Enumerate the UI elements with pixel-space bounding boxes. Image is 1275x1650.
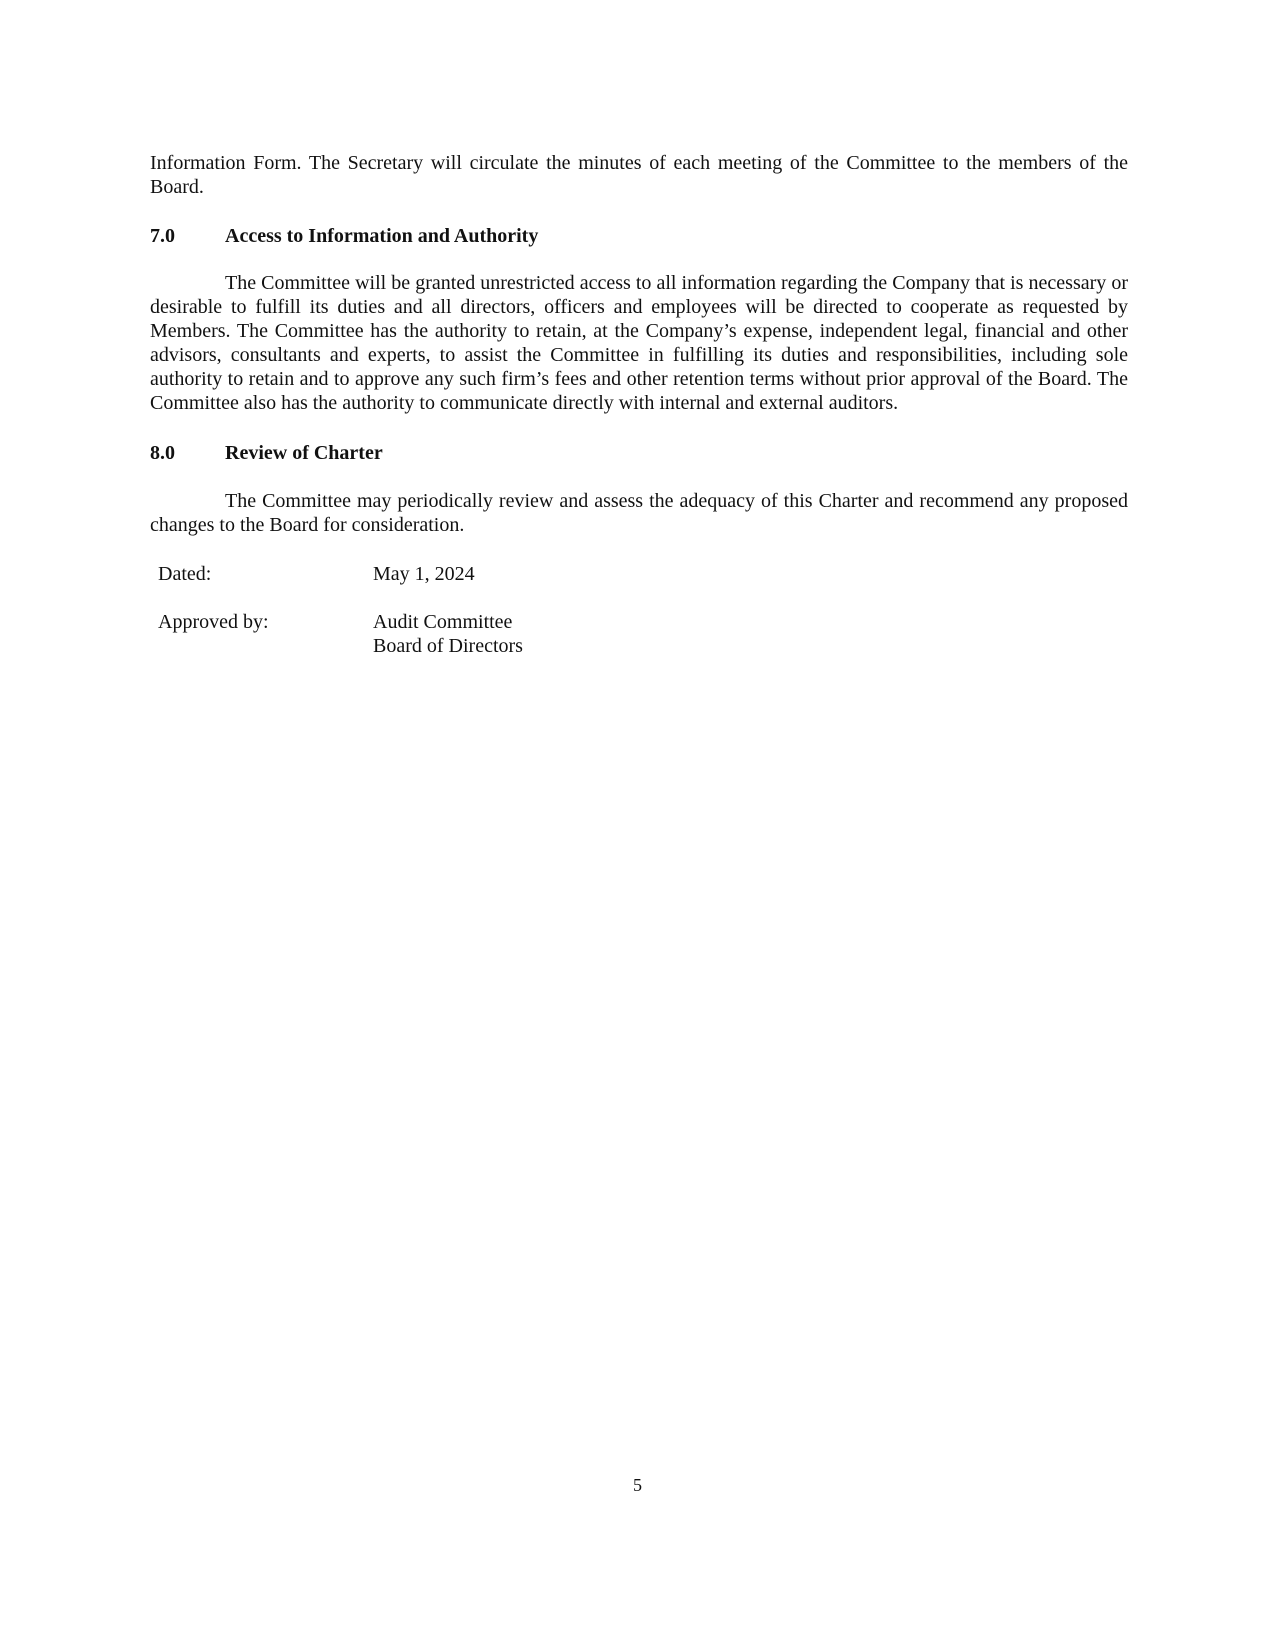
approved-by-label: Approved by: bbox=[158, 611, 269, 633]
page-number: 5 bbox=[633, 1475, 642, 1495]
section-7-number: 7.0 bbox=[150, 225, 175, 247]
section-8-body: The Committee may periodically review and assess the adequacy of this Charter and recommend any proposed changes to the Board for consideration. bbox=[150, 490, 1128, 536]
dated-label: Dated: bbox=[158, 563, 212, 585]
dated-value: May 1, 2024 bbox=[373, 563, 475, 585]
continuation-paragraph: Information Form. The Secretary will circulate the minutes of each meeting of the Committee to the members of the Board. bbox=[150, 152, 1128, 198]
section-7-body: The Committee will be granted unrestricted access to all information regarding the Company that is necessary or desirable to fulfill its duties and all directors, officers and employees will be directed to cooperate as requested by Members. The Committee has the authority to retain, at the Company’s expense, independent legal, financial and other advisors, consultants and experts, to assist the Committee in fulfilling its duties and responsibilities, including sole authority to retain and to approve any such firm’s fees and other retention terms without prior approval of the Board. The Committee also has the authority to communicate directly with internal and external auditors. bbox=[150, 272, 1128, 414]
section-8-number: 8.0 bbox=[150, 442, 175, 464]
section-7-title: Access to Information and Authority bbox=[225, 225, 539, 247]
approved-by-board: Board of Directors bbox=[373, 635, 523, 657]
section-8-title: Review of Charter bbox=[225, 442, 383, 464]
approved-by-audit-committee: Audit Committee bbox=[373, 611, 513, 633]
